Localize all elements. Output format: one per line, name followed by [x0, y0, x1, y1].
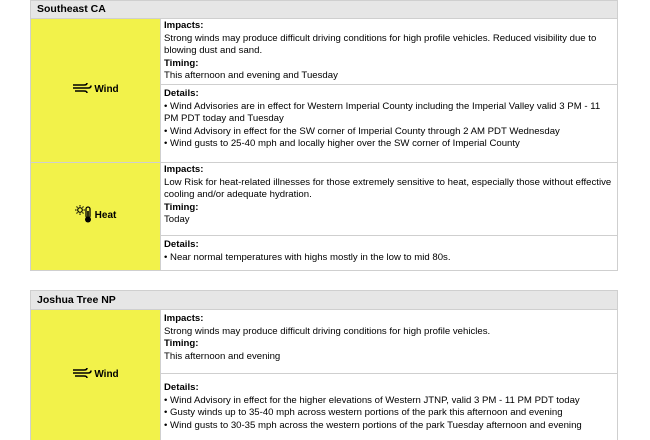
timing-text: Today — [164, 214, 190, 225]
hazard-name: Wind — [94, 368, 119, 380]
details-label: Details: — [164, 382, 199, 393]
hazard-details-column — [161, 163, 617, 271]
timing-text: This afternoon and evening — [164, 350, 281, 362]
details-block — [161, 85, 617, 163]
details-block — [161, 236, 617, 271]
section-spacer — [30, 271, 618, 290]
detail-item: • Wind Advisories are in effect for Western Imperial County including the Imperial Valley valid 3 PM - 11 PM PDT today and Tuesday — [164, 101, 614, 126]
timing-text: This afternoon and evening and Tuesday — [164, 70, 338, 81]
detail-item: • Wind gusts to 30-35 mph across the western portions of the park Tuesday afternoon and evening — [164, 420, 614, 433]
hazard-outlook-table — [30, 0, 618, 440]
impacts-timing-block — [161, 310, 617, 374]
section-title: Southeast CA — [37, 3, 106, 16]
details-label: Details: — [164, 239, 199, 250]
wind-icon — [72, 367, 92, 384]
impacts-timing-block — [161, 163, 617, 236]
hazard-name: Wind — [94, 84, 119, 96]
timing-label: Timing: — [164, 57, 199, 69]
impacts-text: Strong winds may produce difficult driving conditions for high profile vehicles. — [164, 325, 491, 337]
impacts-text: Strong winds may produce difficult driving conditions for high profile vehicles. Reduced visibility due to blowing dust and sand. — [164, 32, 597, 56]
hazard-cell-wind — [31, 310, 161, 440]
hazard-name: Heat — [94, 210, 117, 222]
impacts-label: Impacts: — [164, 164, 204, 175]
impacts-label: Impacts: — [164, 20, 204, 31]
hazard-row-wind-southeast — [30, 19, 618, 163]
hazard-cell-wind — [31, 19, 161, 163]
detail-item: • Near normal temperatures with highs mostly in the low to mid 80s. — [164, 252, 614, 265]
wind-icon — [72, 82, 92, 99]
timing-label: Timing: — [164, 338, 199, 349]
detail-item: • Wind gusts to 25-40 mph and locally higher over the SW corner of Imperial County — [164, 138, 614, 151]
hazard-details-column — [161, 19, 617, 163]
section-header-southeast-ca — [30, 0, 618, 19]
impacts-text: Low Risk for heat-related illnesses for those extremely sensitive to heat, especially those without effective cooling and/or adequate hydration. — [164, 176, 612, 200]
impacts-label: Impacts: — [164, 313, 204, 324]
hazard-row-wind-joshua-tree — [30, 310, 618, 440]
detail-item: • Wind Advisory in effect for the higher elevations of Western JTNP, valid 3 PM - 11 PM PDT today — [164, 395, 614, 408]
details-block — [161, 374, 617, 432]
hazard-cell-heat — [31, 163, 161, 271]
impacts-timing-block — [161, 19, 617, 85]
details-label: Details: — [164, 88, 199, 99]
section-header-joshua-tree — [30, 290, 618, 310]
sun-thermometer-icon — [75, 205, 93, 228]
hazard-row-heat-southeast — [30, 163, 618, 271]
section-title: Joshua Tree NP — [37, 293, 116, 306]
detail-item: • Gusty winds up to 35-40 mph across western portions of the park this afternoon and evening — [164, 407, 614, 420]
detail-item: • Wind Advisory in effect for the SW corner of Imperial County through 2 AM PDT Wednesday — [164, 126, 614, 139]
hazard-details-column — [161, 310, 617, 440]
timing-label: Timing: — [164, 201, 199, 213]
